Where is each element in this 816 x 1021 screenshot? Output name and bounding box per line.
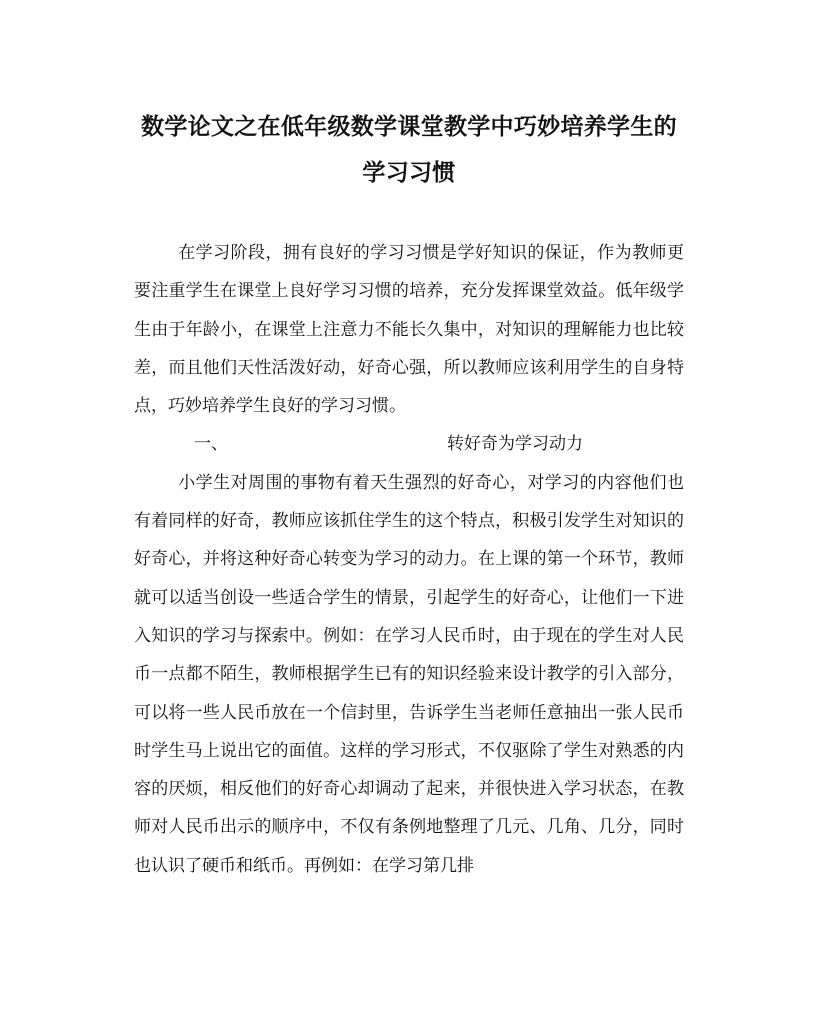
title-line-2: 学习习惯 <box>362 159 456 186</box>
document-body <box>134 234 684 885</box>
section-1-heading <box>134 425 684 463</box>
section-1-number: 一、 <box>194 434 228 455</box>
intro-paragraph: 在学习阶段，拥有良好的学习习惯是学好知识的保证，作为教师更要注重学生在课堂上良好学习习惯的培养，充分发挥课堂效益。低年级学生由于年龄小，在课堂上注意力不能长久集中，对知识的理解能力也比较差，而且他们天性活泼好动，好奇心强，所以教师应该利用学生的自身特点，巧妙培养学生良好的学习习惯。 <box>134 243 684 417</box>
section-1-title: 转好奇为学习动力 <box>447 434 583 455</box>
document-title <box>134 104 684 196</box>
title-line-1: 数学论文之在低年级数学课堂教学中巧妙培养学生的 <box>141 113 677 140</box>
section-1-paragraph: 小学生对周围的事物有着天生强烈的好奇心，对学习的内容他们也有着同样的好奇，教师应该抓住学生的这个特点，积极引发学生对知识的好奇心，并将这种好奇心转变为学习的动力。在上课的第一个环节，教师就可以适当创设一些适合学生的情景，引起学生的好奇心，让他们一下进入知识的学习与探索中。例如：在学习人民币时，由于现在的学生对人民币一点都不陌生，教师根据学生已有的知识经验来设计教学的引入部分，可以将一些人民币放在一个信封里，告诉学生当老师任意抽出一张人民币时学生马上说出它的面值。这样的学习形式，不仅驱除了学生对熟悉的内容的厌烦，相反他们的好奇心却调动了起来，并很快进入学习状态，在教师对人民币出示的顺序中，不仅有条例地整理了几元、几角、几分，同时也认识了硬币和纸币。再例如：在学习第几排 <box>134 472 684 876</box>
